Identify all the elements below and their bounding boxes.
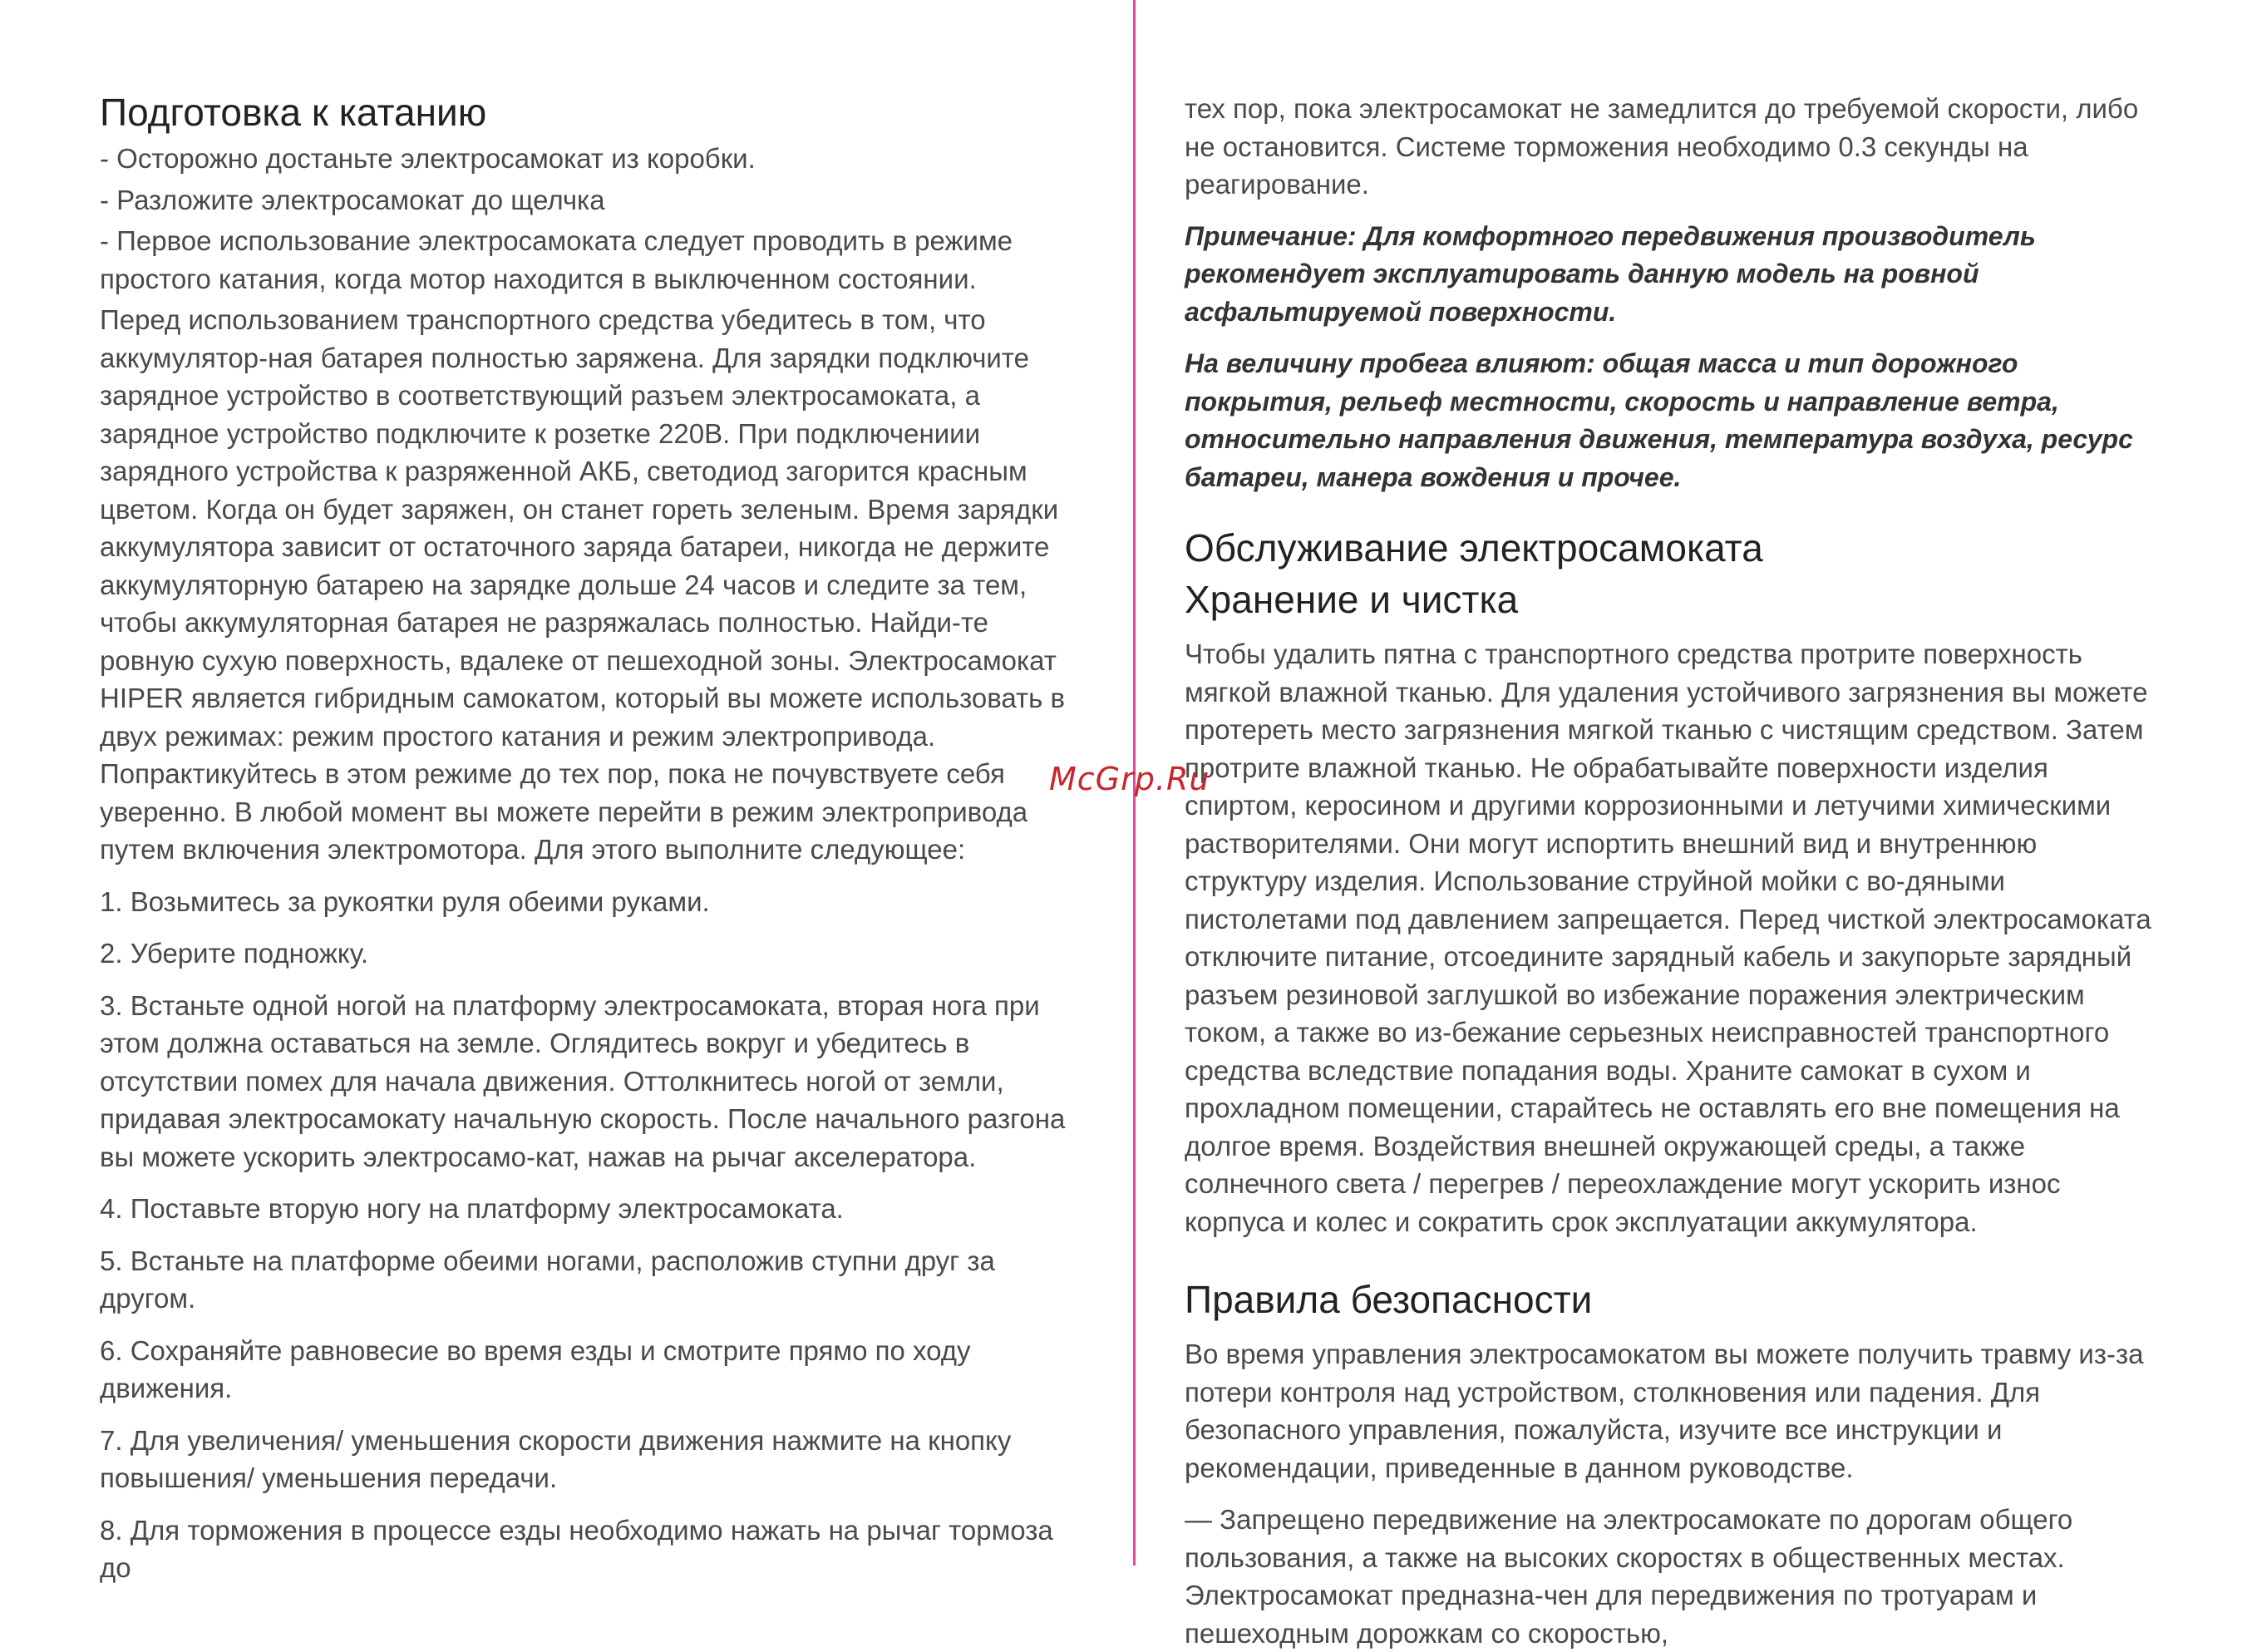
watermark-logo: McGrp.Ru xyxy=(1049,761,1210,797)
step-3: 3. Встаньте одной ногой на платформу электросамоката, вторая нога при этом должна оставаться на земле. Оглядитесь вокруг и убедитесь в отсутствии помех для начала движения. Оттолкнитесь ногой от земли, придавая электросамокату начальную скорость. После начального разгона вы можете ускорить электросамо-кат, нажав на рычаг акселератора. xyxy=(100,989,1066,1172)
bullet-1: - Осторожно достаньте электросамокат из коробки. xyxy=(100,143,756,174)
bullet-2: - Разложите электросамокат до щелчка xyxy=(100,184,605,215)
heading-service: Обслуживание электросамоката xyxy=(1185,526,1763,570)
heading-storage: Хранение и чистка xyxy=(1185,578,1519,621)
intro-paragraph: Перед использованием транспортного средства убедитесь в том, что аккумулятор-ная батарея полностью заряжена. Для зарядки подключите зарядное устройство в соответствующий разъем электросамоката, а зарядное устройство подключите к розетке 220В. При подключениии зарядного устройства к разряженной АКБ, светодиод загорится красным цветом. Когда он будет заряжен, он станет гореть зеленым. Время зарядки аккумулятора зависит от остаточного заряда батареи, никогда не держите аккумуляторную батарею на зарядке дольше 24 часов и следите за тем, чтобы аккумуляторная батарея не разряжалась полностью. Найди-те ровную сухую поверхность, вдалеке от пешеходной зоны. Электросамокат HIPER является гибридным самокатом, который вы можете использовать в двух режимах: режим простого катания и режим электропривода. Попрактикуйтесь в этом режиме до тех пор, пока не почувствуете себя уверенно. В любой момент вы можете перейти в режим электропривода путем включения электромотора. Для этого выполните следующее: xyxy=(100,304,1066,865)
step-6: 6. Сохраняйте равновесие во время езды и смотрите прямо по ходу движения. xyxy=(100,1334,971,1403)
step-8: 8. Для торможения в процессе езды необходимо нажать на рычаг тормоза до xyxy=(100,1514,1053,1583)
step-1: 1. Возьмитесь за рукоятки руля обеими руками. xyxy=(100,885,710,917)
storage-paragraph: Чтобы удалить пятна с транспортного средства протрите поверхность мягкой влажной тканью. Для удаления устойчивого загрязнения вы можете протереть место загрязнения мягкой тканью с чистящим средством. Затем протрите влажной тканью. Не обрабатывайте поверхности изделия спиртом, керосином и другими коррозионными и летучими химическими растворителями. Они могут испортить внешний вид и внутреннюю структуру изделия. Использование струйной мойки с во-дяными пистолетами под давлением запрещается. Перед чисткой электросамоката отключите питание, отсоедините зарядный кабель и закупорьте зарядный разъем резиновой заглушкой во избежание поражения электрическим током, а также во из-бежание серьезных неисправностей транспортного средства вследствие попадания воды. Храните самокат в сухом и прохладном помещении, старайтесь не оставлять его вне помещения на долгое время. Воздействия внешней окружающей среды, а также солнечного света / перегрев / переохлаждение могут ускорить износ корпуса и колес и сократить срок эксплуатации аккумулятора. xyxy=(1185,639,2151,1237)
heading-safety: Правила безопасности xyxy=(1185,1278,1593,1321)
step-2: 2. Уберите подножку. xyxy=(100,938,369,969)
left-page xyxy=(100,0,1074,1587)
note-range: На величину пробега влияют: общая масса и тип дорожного покрытия, рельеф местности, скорость и направление ветра, относительно направления движения, температура воздуха, ресурс батареи, манера вождения и прочее. xyxy=(1185,348,2133,492)
heading-preparation: Подготовка к катанию xyxy=(100,91,487,134)
step-5: 5. Встаньте на платформе обеими ногами, расположив ступни друг за другом. xyxy=(100,1245,995,1314)
right-page xyxy=(1185,0,2159,1652)
bullet-3: - Первое использование электросамоката следует проводить в режиме простого катания, когда мотор находится в выключенном состоянии. xyxy=(100,225,1013,294)
braking-continuation: тех пор, пока электросамокат не замедлится до требуемой скорости, либо не остановится. Системе торможения необходимо 0.3 секунды на реагирование. xyxy=(1185,93,2139,200)
note-comfort: Примечание: Для комфортного передвижения производитель рекомендует эксплуатировать данную модель на ровной асфальтируемой поверхности. xyxy=(1185,220,2036,327)
safety-rule: — Запрещено передвижение на электросамокате по дорогам общего пользования, а также на высоких скоростях в общественных местах. Электросамокат предназна-чен для передвижения по тротуарам и пешеходным дорожкам со скоростью, xyxy=(1185,1504,2073,1649)
step-4: 4. Поставьте вторую ногу на платформу электросамоката. xyxy=(100,1193,844,1224)
step-7: 7. Для увеличения/ уменьшения скорости движения нажмите на кнопку повышения/ уменьшения передачи. xyxy=(100,1424,1012,1493)
safety-paragraph: Во время управления электросамокатом вы можете получить травму из-за потери контроля над устройством, столкновения или падения. Для безопасного управления, пожалуйста, изучите все инструкции и рекомендации, приведенные в данном руководстве. xyxy=(1185,1339,2144,1483)
